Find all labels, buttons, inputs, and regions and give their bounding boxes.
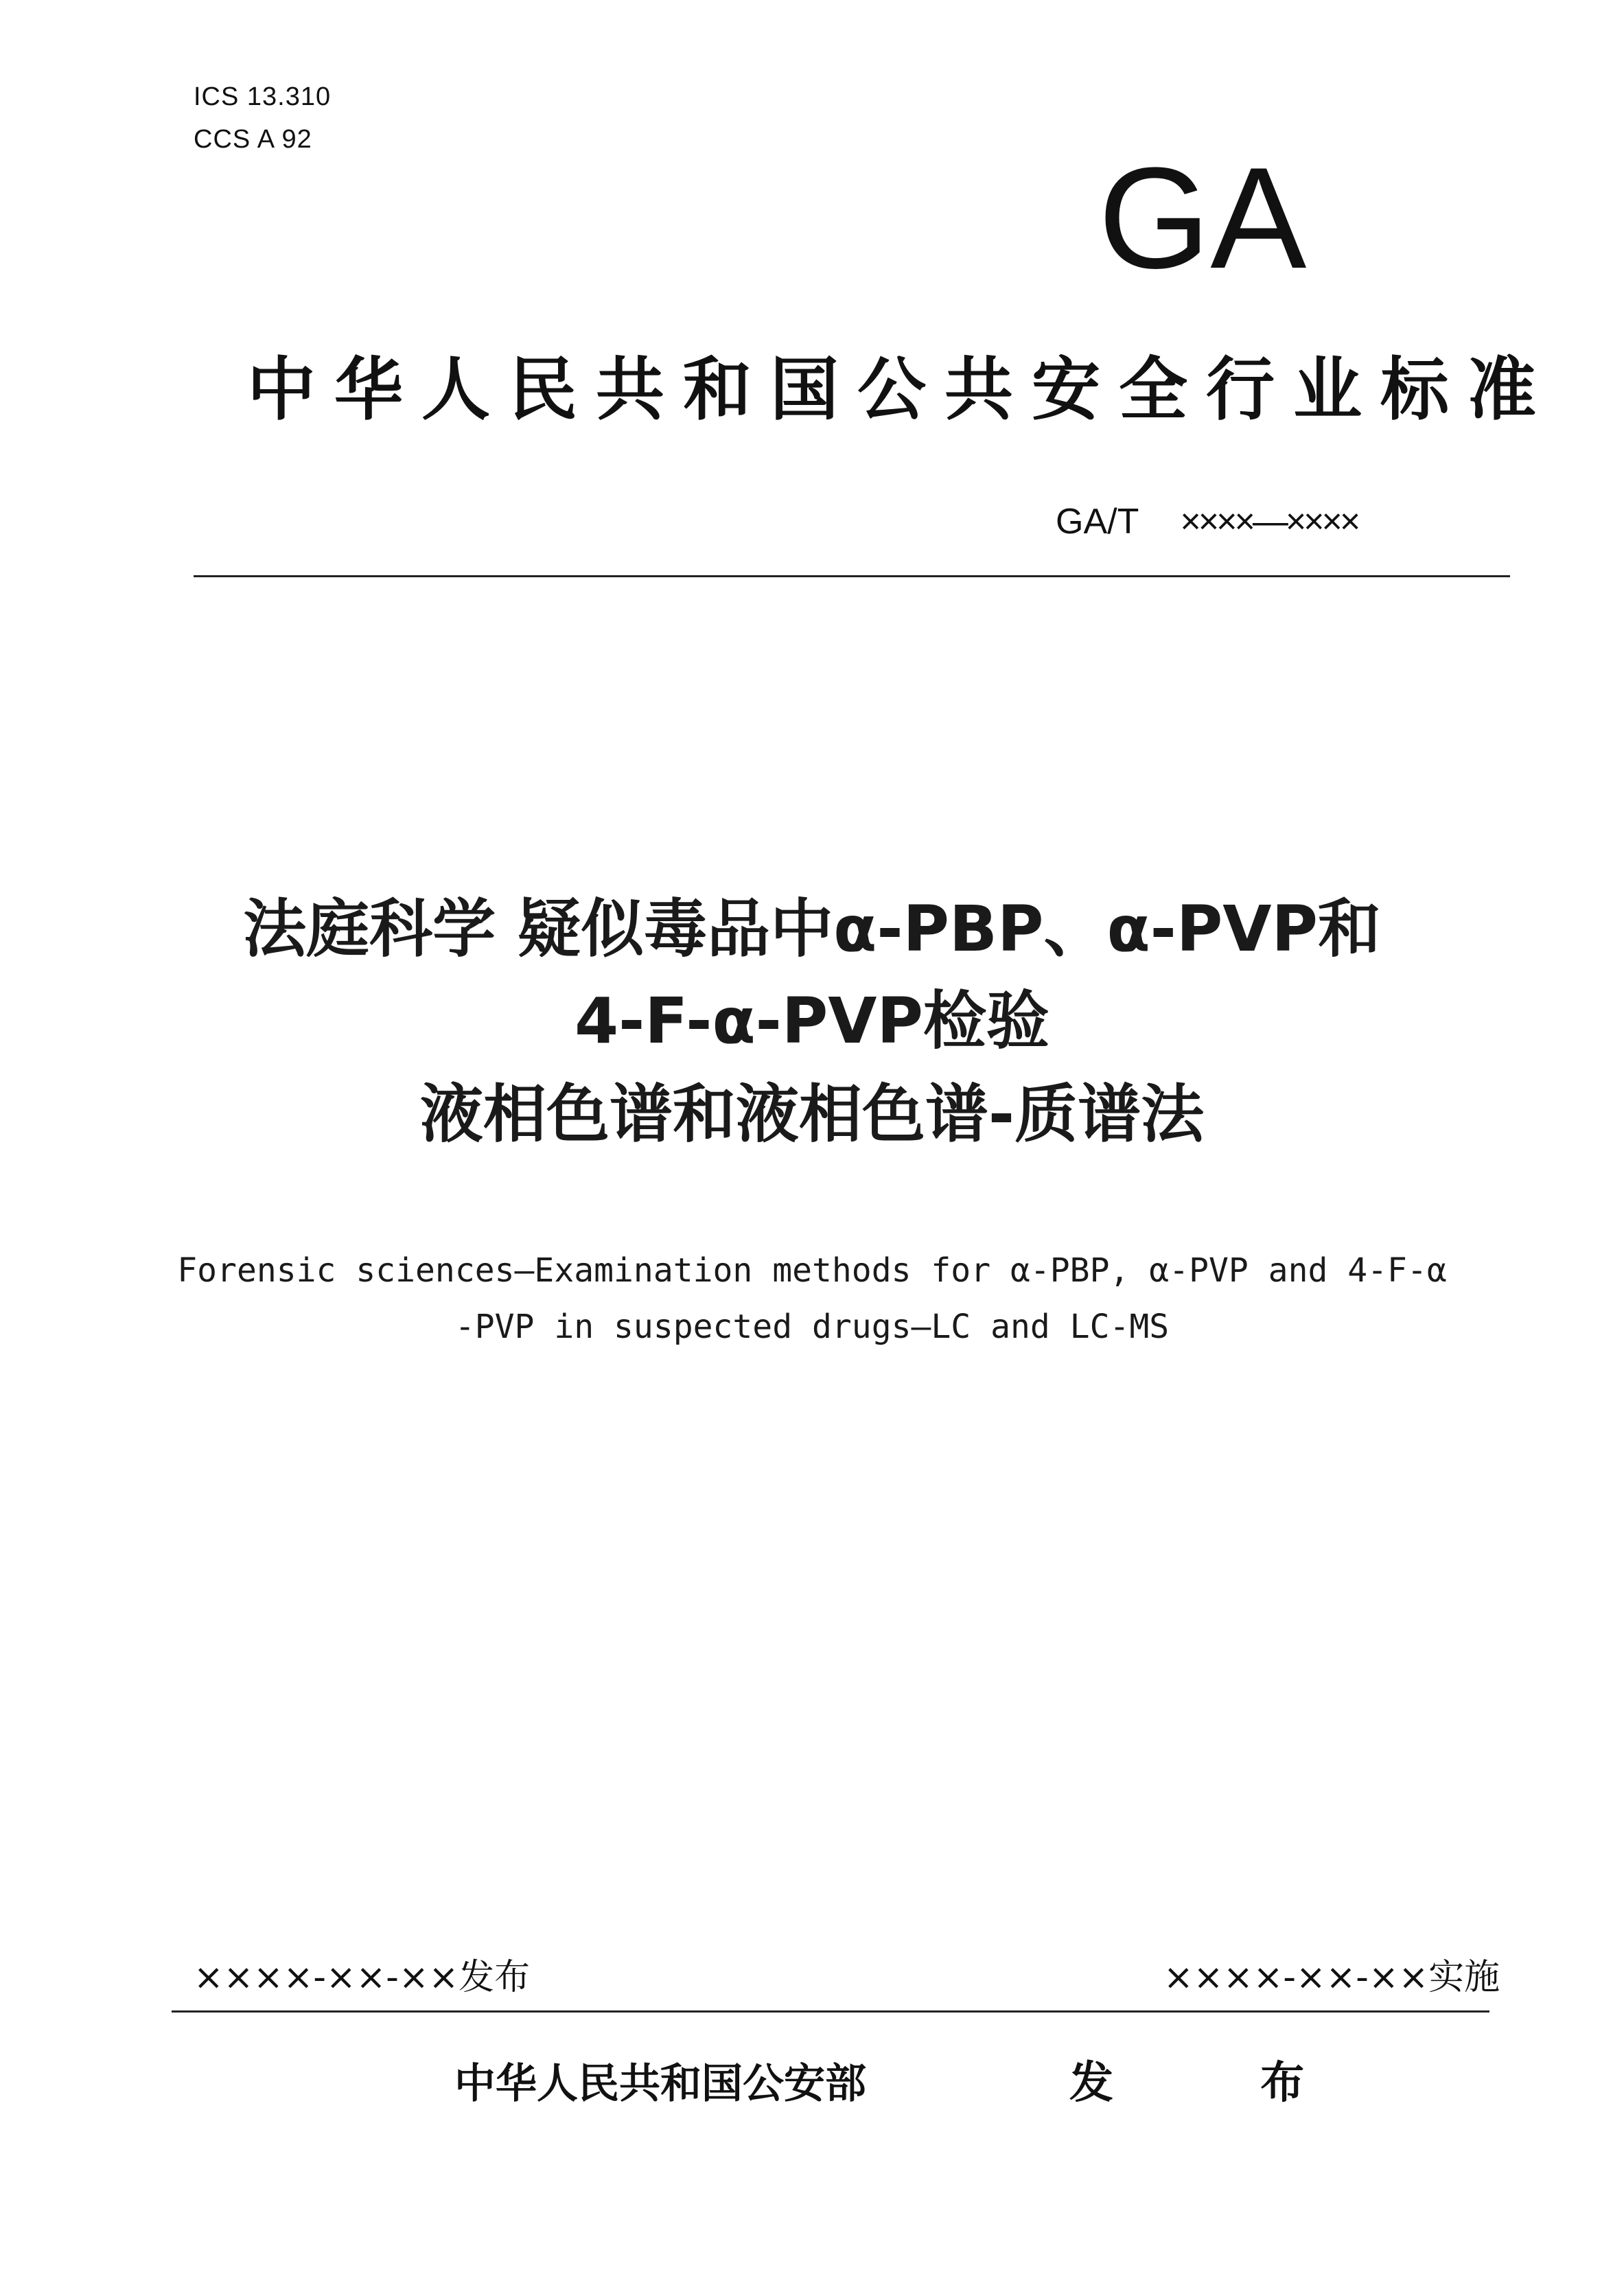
- publish-date: ××××-××-××发布: [194, 1957, 531, 1998]
- title-en-line-2: -PVP in suspected drugs—LC and LC-MS: [454, 1308, 1170, 1346]
- title-en-line-1: Forensic sciences—Examination methods for α-PBP, α-PVP and 4-F-α: [177, 1251, 1447, 1290]
- header-divider: [194, 575, 1510, 577]
- ics-code: ICS 13.310: [194, 82, 332, 111]
- ccs-code: CCS A 92: [194, 125, 312, 154]
- standard-category-title: 中华人民共和国公共安全行业标准: [247, 349, 1555, 430]
- standard-number: [1056, 501, 1358, 542]
- title-zh-line-2: 4-F-α-PVP检验: [575, 984, 1049, 1058]
- issuing-authority: 中华人民共和国公安部: [454, 2060, 866, 2108]
- ga-logo: [1098, 137, 1455, 288]
- footer-divider: [172, 2010, 1489, 2013]
- title-zh-line-3: 液相色谱和液相色谱-质谱法: [419, 1078, 1205, 1151]
- standard-number-code: ××××—××××: [1180, 502, 1358, 542]
- title-zh-line-1: 法庭科学 疑似毒品中α-PBP、α-PVP和: [243, 892, 1381, 966]
- ga-logo-text: GA: [1098, 137, 1307, 288]
- implement-date: ××××-××-××实施: [1163, 1957, 1500, 1998]
- standard-number-prefix: GA/T: [1056, 502, 1139, 542]
- issue-label: 发 布: [1069, 2058, 1371, 2109]
